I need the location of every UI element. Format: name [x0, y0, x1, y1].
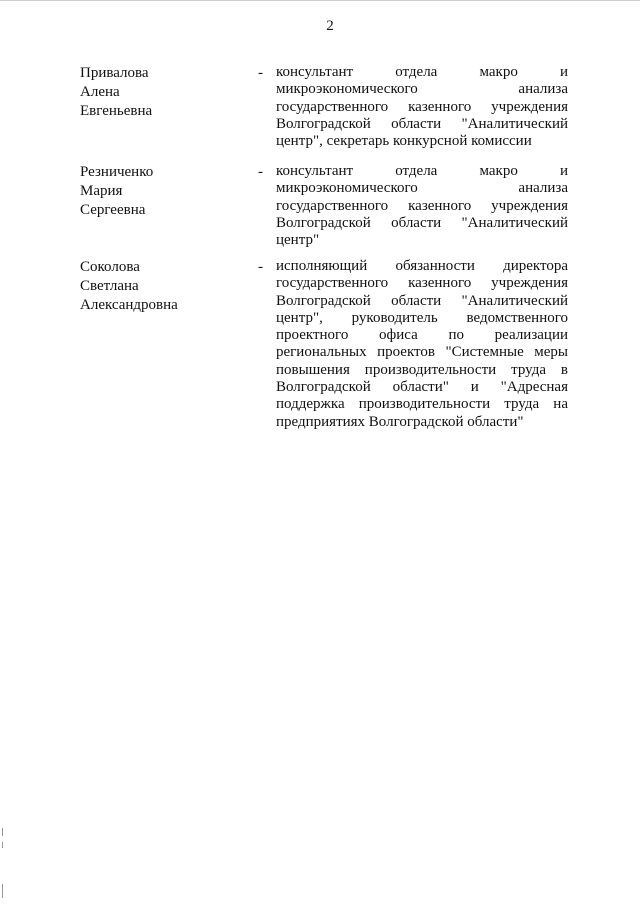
position-line: центр", секретарь конкурсной комиссии — [276, 133, 532, 150]
position-line: микроэкономического анализа — [276, 81, 568, 98]
page-number: 2 — [326, 18, 334, 34]
name-patronymic: Сергеевна — [80, 202, 146, 218]
name-patronymic: Евгеньевна — [80, 103, 153, 119]
scan-mark — [2, 842, 3, 848]
entry-dash: - — [258, 259, 263, 275]
name-surname: Резниченко — [80, 164, 154, 180]
member-position — [276, 258, 568, 431]
position-line: микроэкономического анализа — [276, 180, 568, 197]
position-line: повышения производительности труда в — [276, 361, 568, 378]
position-line: консультант отдела макро и — [276, 163, 568, 179]
entry-dash: - — [258, 164, 263, 180]
member-position — [276, 163, 568, 249]
name-surname: Привалова — [80, 65, 149, 81]
name-first: Мария — [80, 183, 123, 199]
name-first: Алена — [80, 84, 120, 100]
position-line: центр", руководитель ведомственного — [276, 309, 568, 326]
position-line: Волгоградской области "Аналитический — [276, 292, 568, 309]
position-line: поддержка производительности труда на — [276, 396, 568, 413]
top-rule — [0, 0, 640, 1]
name-surname: Соколова — [80, 259, 140, 275]
position-line: центр" — [276, 232, 320, 249]
scan-mark — [2, 884, 3, 898]
member-position — [276, 64, 568, 150]
name-first: Светлана — [80, 278, 139, 294]
position-line: Волгоградской области" и "Адресная — [276, 379, 568, 396]
position-line: исполняющий обязанности директора — [276, 258, 568, 274]
position-line: государственного казенного учреждения — [276, 98, 568, 115]
position-line: государственного казенного учреждения — [276, 197, 568, 214]
name-patronymic: Александровна — [80, 297, 178, 313]
position-line: Волгоградской области "Аналитический — [276, 214, 568, 231]
position-line: консультант отдела макро и — [276, 64, 568, 80]
entry-dash: - — [258, 65, 263, 81]
position-line: проектного офиса по реализации — [276, 327, 568, 344]
member-name — [80, 64, 250, 121]
position-line: Волгоградской области "Аналитический — [276, 115, 568, 132]
member-name — [80, 258, 250, 315]
scan-mark — [2, 828, 3, 836]
position-line: предприятиях Волгоградской области" — [276, 413, 524, 430]
position-line: региональных проектов "Системные меры — [276, 344, 568, 361]
member-name — [80, 163, 250, 220]
position-line: государственного казенного учреждения — [276, 275, 568, 292]
